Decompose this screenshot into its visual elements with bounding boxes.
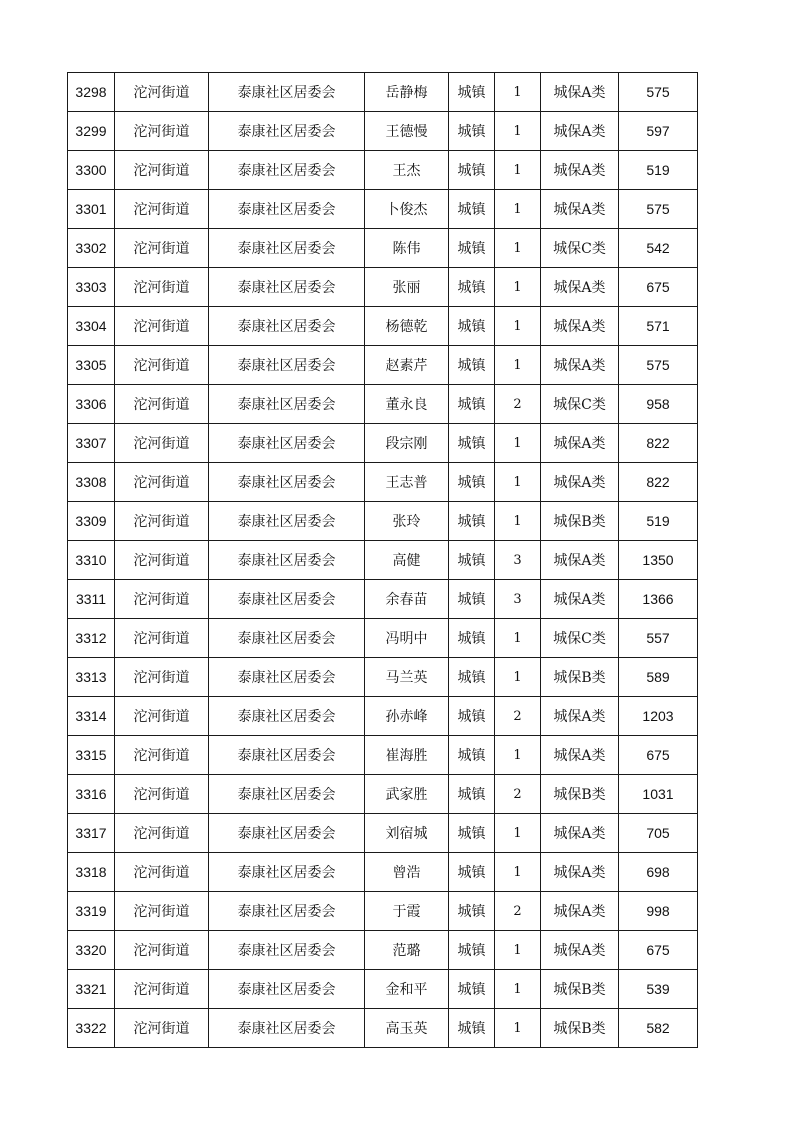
cell-household-size: 1 — [495, 229, 541, 268]
cell-category: 城保A类 — [541, 463, 619, 502]
cell-area-type: 城镇 — [449, 346, 495, 385]
table-row — [68, 73, 698, 112]
cell-name: 王志普 — [365, 463, 449, 502]
cell-name: 金和平 — [365, 970, 449, 1009]
cell-area-type: 城镇 — [449, 619, 495, 658]
cell-area-type: 城镇 — [449, 1009, 495, 1048]
cell-household-size: 2 — [495, 697, 541, 736]
cell-category: 城保A类 — [541, 268, 619, 307]
cell-household-size: 1 — [495, 463, 541, 502]
cell-community: 泰康社区居委会 — [209, 892, 365, 931]
cell-serial-number: 3317 — [68, 814, 115, 853]
cell-street: 沱河街道 — [115, 970, 209, 1009]
cell-serial-number: 3303 — [68, 268, 115, 307]
cell-serial-number: 3309 — [68, 502, 115, 541]
table-row — [68, 853, 698, 892]
cell-community: 泰康社区居委会 — [209, 697, 365, 736]
cell-name: 孙赤峰 — [365, 697, 449, 736]
cell-category: 城保A类 — [541, 892, 619, 931]
cell-category: 城保A类 — [541, 73, 619, 112]
cell-household-size: 1 — [495, 151, 541, 190]
cell-category: 城保B类 — [541, 502, 619, 541]
cell-name: 段宗刚 — [365, 424, 449, 463]
table-row — [68, 970, 698, 1009]
cell-community: 泰康社区居委会 — [209, 775, 365, 814]
cell-household-size: 1 — [495, 658, 541, 697]
cell-category: 城保A类 — [541, 814, 619, 853]
cell-category: 城保C类 — [541, 385, 619, 424]
cell-community: 泰康社区居委会 — [209, 229, 365, 268]
table-body — [68, 73, 698, 1048]
cell-area-type: 城镇 — [449, 541, 495, 580]
cell-area-type: 城镇 — [449, 892, 495, 931]
cell-area-type: 城镇 — [449, 931, 495, 970]
cell-household-size: 1 — [495, 73, 541, 112]
cell-name: 赵素芹 — [365, 346, 449, 385]
cell-community: 泰康社区居委会 — [209, 814, 365, 853]
cell-street: 沱河街道 — [115, 307, 209, 346]
cell-amount: 698 — [619, 853, 698, 892]
cell-community: 泰康社区居委会 — [209, 736, 365, 775]
cell-street: 沱河街道 — [115, 112, 209, 151]
cell-street: 沱河街道 — [115, 658, 209, 697]
cell-category: 城保A类 — [541, 541, 619, 580]
cell-household-size: 2 — [495, 775, 541, 814]
cell-area-type: 城镇 — [449, 775, 495, 814]
table-row — [68, 424, 698, 463]
cell-amount: 542 — [619, 229, 698, 268]
cell-household-size: 3 — [495, 580, 541, 619]
cell-area-type: 城镇 — [449, 73, 495, 112]
cell-serial-number: 3314 — [68, 697, 115, 736]
cell-category: 城保A类 — [541, 853, 619, 892]
cell-serial-number: 3320 — [68, 931, 115, 970]
cell-category: 城保A类 — [541, 697, 619, 736]
cell-serial-number: 3316 — [68, 775, 115, 814]
cell-household-size: 1 — [495, 619, 541, 658]
table-row — [68, 580, 698, 619]
cell-area-type: 城镇 — [449, 853, 495, 892]
cell-name: 岳静梅 — [365, 73, 449, 112]
cell-street: 沱河街道 — [115, 346, 209, 385]
cell-street: 沱河街道 — [115, 268, 209, 307]
cell-category: 城保A类 — [541, 736, 619, 775]
table-row — [68, 931, 698, 970]
cell-category: 城保B类 — [541, 970, 619, 1009]
cell-amount: 675 — [619, 931, 698, 970]
cell-category: 城保B类 — [541, 1009, 619, 1048]
cell-amount: 675 — [619, 736, 698, 775]
cell-street: 沱河街道 — [115, 814, 209, 853]
table-row — [68, 892, 698, 931]
cell-category: 城保A类 — [541, 931, 619, 970]
cell-name: 崔海胜 — [365, 736, 449, 775]
cell-name: 武家胜 — [365, 775, 449, 814]
cell-household-size: 1 — [495, 970, 541, 1009]
cell-street: 沱河街道 — [115, 619, 209, 658]
cell-household-size: 1 — [495, 307, 541, 346]
cell-serial-number: 3312 — [68, 619, 115, 658]
cell-area-type: 城镇 — [449, 736, 495, 775]
cell-street: 沱河街道 — [115, 736, 209, 775]
cell-serial-number: 3305 — [68, 346, 115, 385]
cell-category: 城保B类 — [541, 775, 619, 814]
cell-street: 沱河街道 — [115, 931, 209, 970]
cell-community: 泰康社区居委会 — [209, 853, 365, 892]
cell-street: 沱河街道 — [115, 229, 209, 268]
cell-serial-number: 3300 — [68, 151, 115, 190]
cell-amount: 998 — [619, 892, 698, 931]
cell-amount: 1350 — [619, 541, 698, 580]
table-row — [68, 814, 698, 853]
cell-area-type: 城镇 — [449, 268, 495, 307]
table-row — [68, 463, 698, 502]
cell-amount: 822 — [619, 463, 698, 502]
cell-amount: 575 — [619, 73, 698, 112]
cell-amount: 557 — [619, 619, 698, 658]
table-row — [68, 385, 698, 424]
cell-name: 陈伟 — [365, 229, 449, 268]
cell-community: 泰康社区居委会 — [209, 346, 365, 385]
cell-serial-number: 3306 — [68, 385, 115, 424]
cell-community: 泰康社区居委会 — [209, 541, 365, 580]
cell-community: 泰康社区居委会 — [209, 502, 365, 541]
cell-serial-number: 3299 — [68, 112, 115, 151]
cell-street: 沱河街道 — [115, 385, 209, 424]
cell-community: 泰康社区居委会 — [209, 307, 365, 346]
cell-street: 沱河街道 — [115, 502, 209, 541]
cell-name: 张玲 — [365, 502, 449, 541]
cell-serial-number: 3301 — [68, 190, 115, 229]
cell-household-size: 3 — [495, 541, 541, 580]
cell-amount: 822 — [619, 424, 698, 463]
cell-household-size: 1 — [495, 346, 541, 385]
cell-street: 沱河街道 — [115, 892, 209, 931]
cell-street: 沱河街道 — [115, 463, 209, 502]
cell-area-type: 城镇 — [449, 463, 495, 502]
cell-community: 泰康社区居委会 — [209, 112, 365, 151]
cell-serial-number: 3311 — [68, 580, 115, 619]
cell-name: 冯明中 — [365, 619, 449, 658]
cell-community: 泰康社区居委会 — [209, 658, 365, 697]
cell-community: 泰康社区居委会 — [209, 424, 365, 463]
cell-serial-number: 3322 — [68, 1009, 115, 1048]
cell-area-type: 城镇 — [449, 424, 495, 463]
cell-serial-number: 3302 — [68, 229, 115, 268]
cell-area-type: 城镇 — [449, 190, 495, 229]
table-row — [68, 775, 698, 814]
cell-area-type: 城镇 — [449, 970, 495, 1009]
cell-serial-number: 3304 — [68, 307, 115, 346]
cell-street: 沱河街道 — [115, 853, 209, 892]
cell-amount: 539 — [619, 970, 698, 1009]
cell-amount: 571 — [619, 307, 698, 346]
cell-category: 城保A类 — [541, 112, 619, 151]
cell-category: 城保B类 — [541, 658, 619, 697]
cell-street: 沱河街道 — [115, 541, 209, 580]
cell-community: 泰康社区居委会 — [209, 580, 365, 619]
cell-name: 张丽 — [365, 268, 449, 307]
cell-household-size: 1 — [495, 424, 541, 463]
cell-street: 沱河街道 — [115, 73, 209, 112]
cell-serial-number: 3315 — [68, 736, 115, 775]
cell-serial-number: 3307 — [68, 424, 115, 463]
cell-category: 城保C类 — [541, 229, 619, 268]
cell-serial-number: 3321 — [68, 970, 115, 1009]
cell-community: 泰康社区居委会 — [209, 151, 365, 190]
cell-community: 泰康社区居委会 — [209, 268, 365, 307]
cell-street: 沱河街道 — [115, 697, 209, 736]
cell-household-size: 1 — [495, 112, 541, 151]
cell-area-type: 城镇 — [449, 658, 495, 697]
cell-area-type: 城镇 — [449, 580, 495, 619]
cell-area-type: 城镇 — [449, 307, 495, 346]
cell-amount: 519 — [619, 151, 698, 190]
cell-household-size: 1 — [495, 736, 541, 775]
cell-household-size: 1 — [495, 931, 541, 970]
cell-serial-number: 3310 — [68, 541, 115, 580]
cell-name: 于霞 — [365, 892, 449, 931]
cell-amount: 597 — [619, 112, 698, 151]
cell-household-size: 1 — [495, 268, 541, 307]
table-row — [68, 112, 698, 151]
cell-name: 范璐 — [365, 931, 449, 970]
cell-community: 泰康社区居委会 — [209, 1009, 365, 1048]
cell-area-type: 城镇 — [449, 385, 495, 424]
cell-name: 王德慢 — [365, 112, 449, 151]
cell-household-size: 1 — [495, 190, 541, 229]
cell-household-size: 1 — [495, 853, 541, 892]
cell-serial-number: 3319 — [68, 892, 115, 931]
cell-amount: 675 — [619, 268, 698, 307]
cell-name: 王杰 — [365, 151, 449, 190]
cell-name: 曾浩 — [365, 853, 449, 892]
cell-street: 沱河街道 — [115, 424, 209, 463]
table-row — [68, 307, 698, 346]
cell-area-type: 城镇 — [449, 112, 495, 151]
cell-amount: 575 — [619, 346, 698, 385]
cell-name: 余春苗 — [365, 580, 449, 619]
cell-amount: 575 — [619, 190, 698, 229]
cell-street: 沱河街道 — [115, 151, 209, 190]
cell-amount: 582 — [619, 1009, 698, 1048]
cell-name: 杨德乾 — [365, 307, 449, 346]
table-row — [68, 190, 698, 229]
cell-area-type: 城镇 — [449, 697, 495, 736]
cell-household-size: 1 — [495, 1009, 541, 1048]
cell-amount: 958 — [619, 385, 698, 424]
cell-area-type: 城镇 — [449, 502, 495, 541]
cell-category: 城保A类 — [541, 151, 619, 190]
cell-name: 高健 — [365, 541, 449, 580]
cell-category: 城保A类 — [541, 190, 619, 229]
cell-amount: 1203 — [619, 697, 698, 736]
table-row — [68, 736, 698, 775]
cell-household-size: 1 — [495, 502, 541, 541]
cell-community: 泰康社区居委会 — [209, 970, 365, 1009]
cell-street: 沱河街道 — [115, 580, 209, 619]
cell-category: 城保A类 — [541, 580, 619, 619]
cell-category: 城保C类 — [541, 619, 619, 658]
cell-community: 泰康社区居委会 — [209, 73, 365, 112]
table-row — [68, 346, 698, 385]
table-row — [68, 1009, 698, 1048]
cell-area-type: 城镇 — [449, 229, 495, 268]
cell-amount: 705 — [619, 814, 698, 853]
cell-household-size: 2 — [495, 385, 541, 424]
cell-amount: 1031 — [619, 775, 698, 814]
cell-amount: 589 — [619, 658, 698, 697]
cell-community: 泰康社区居委会 — [209, 385, 365, 424]
cell-serial-number: 3308 — [68, 463, 115, 502]
cell-area-type: 城镇 — [449, 814, 495, 853]
table-row — [68, 541, 698, 580]
cell-name: 刘宿城 — [365, 814, 449, 853]
cell-serial-number: 3298 — [68, 73, 115, 112]
table-row — [68, 619, 698, 658]
cell-name: 卜俊杰 — [365, 190, 449, 229]
table-row — [68, 697, 698, 736]
cell-household-size: 1 — [495, 814, 541, 853]
table-row — [68, 658, 698, 697]
cell-category: 城保A类 — [541, 346, 619, 385]
cell-name: 马兰英 — [365, 658, 449, 697]
cell-household-size: 2 — [495, 892, 541, 931]
table-row — [68, 229, 698, 268]
cell-community: 泰康社区居委会 — [209, 463, 365, 502]
table-row — [68, 151, 698, 190]
cell-street: 沱河街道 — [115, 190, 209, 229]
cell-area-type: 城镇 — [449, 151, 495, 190]
cell-category: 城保A类 — [541, 424, 619, 463]
cell-street: 沱河街道 — [115, 1009, 209, 1048]
cell-name: 董永良 — [365, 385, 449, 424]
cell-amount: 1366 — [619, 580, 698, 619]
cell-community: 泰康社区居委会 — [209, 931, 365, 970]
cell-name: 高玉英 — [365, 1009, 449, 1048]
cell-community: 泰康社区居委会 — [209, 619, 365, 658]
relief-recipient-table — [67, 72, 698, 1048]
cell-street: 沱河街道 — [115, 775, 209, 814]
table-row — [68, 502, 698, 541]
cell-category: 城保A类 — [541, 307, 619, 346]
cell-amount: 519 — [619, 502, 698, 541]
cell-serial-number: 3313 — [68, 658, 115, 697]
cell-serial-number: 3318 — [68, 853, 115, 892]
cell-community: 泰康社区居委会 — [209, 190, 365, 229]
table-row — [68, 268, 698, 307]
